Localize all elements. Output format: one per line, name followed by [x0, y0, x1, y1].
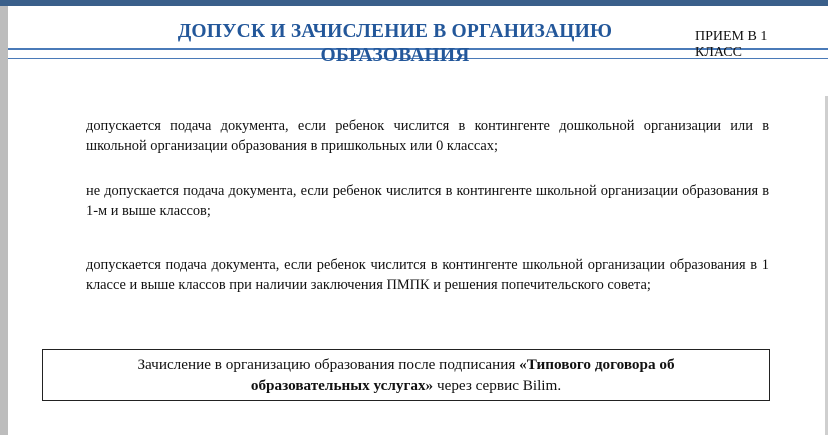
paragraph-2: не допускается подача документа, если ребенок числится в контингенте школьной организации образования в 1-м и выше классов; [86, 183, 769, 219]
notice-contract-name: «Типового договора об образовательных услугах» [250, 356, 675, 394]
corner-label: ПРИЕМ В 1 КЛАСС [695, 29, 768, 60]
notice-text-before: Зачисление в организацию образования после подписания [137, 356, 520, 373]
top-bar [0, 0, 828, 6]
enrollment-notice-box [42, 349, 770, 401]
paragraph-3: допускается подача документа, если ребенок числится в контингенте школьной организации образования в 1 классе и выше классов при наличии заключения ПМПК и решения попечительского совета; [86, 257, 769, 293]
page-title: ДОПУСК И ЗАЧИСЛЕНИЕ В ОРГАНИЗАЦИЮ ОБРАЗОВАНИЯ [177, 21, 613, 66]
paragraph-1: допускается подача документа, если ребенок числится в контингенте дошкольной организации или в школьной организации образования в пришкольных или 0 классах; [86, 118, 769, 154]
left-edge-strip [0, 0, 8, 435]
notice-text-after: через сервис Bilim. [433, 377, 562, 394]
